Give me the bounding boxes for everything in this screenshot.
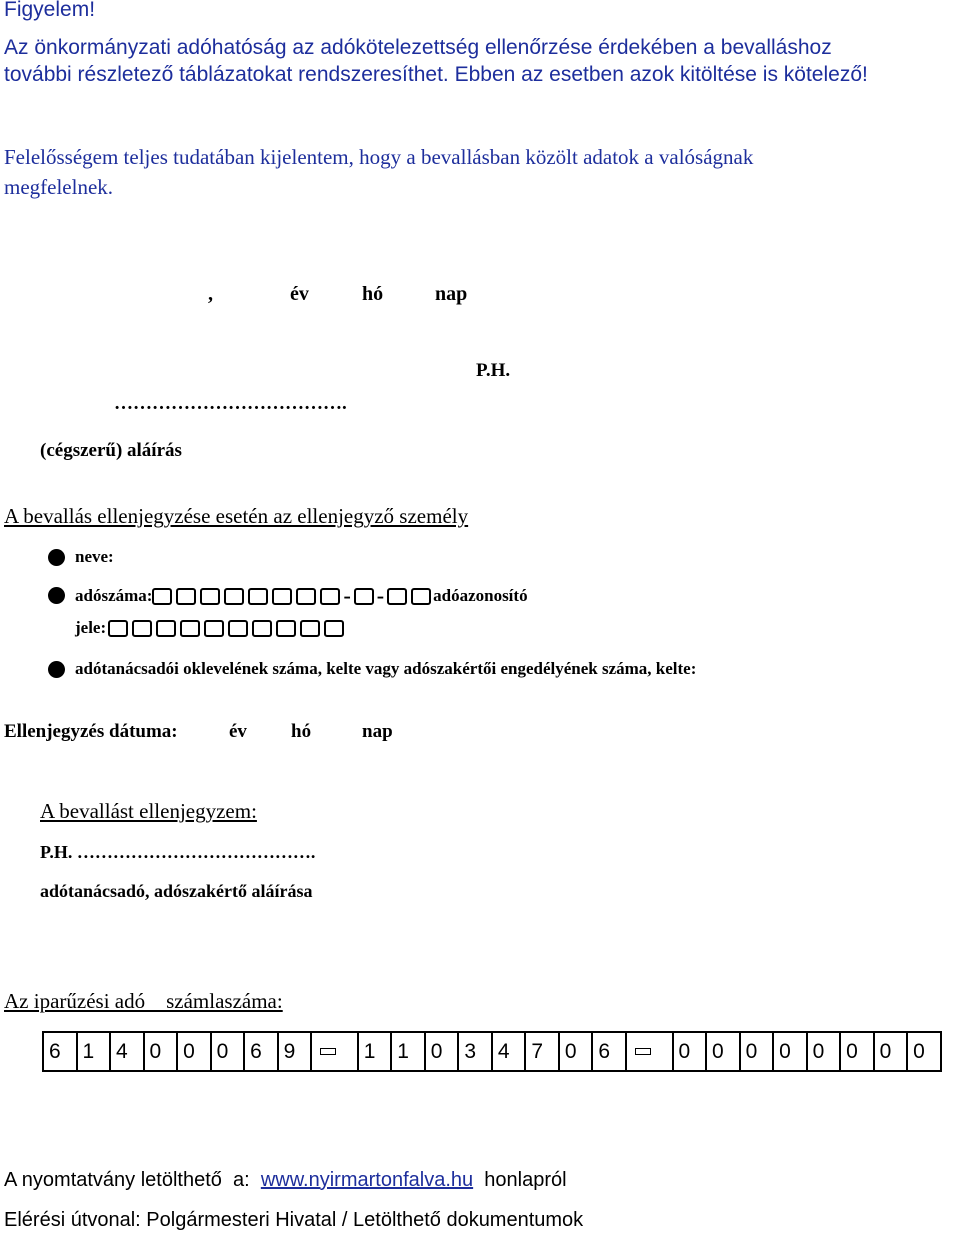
tax-id-row — [75, 618, 344, 638]
website-link[interactable]: www.nyirmartonfalva.hu — [260, 1169, 474, 1191]
digit-box[interactable] — [411, 588, 431, 605]
digit-box[interactable] — [204, 620, 224, 637]
account-digit-cell: 9 — [278, 1032, 312, 1071]
signature-dots: ………………………………. — [114, 393, 347, 414]
tax-number-label: adószáma: — [75, 586, 153, 605]
date-day-label: nap — [435, 283, 468, 305]
tax-id-label-2: jele: — [75, 618, 107, 637]
digit-box[interactable] — [296, 588, 316, 605]
digit-box[interactable] — [354, 588, 374, 605]
dash-icon — [320, 1048, 336, 1055]
account-digit-cell: 3 — [458, 1032, 492, 1071]
account-digit-cell: 0 — [807, 1032, 841, 1071]
account-digit-cell: 1 — [391, 1032, 425, 1071]
bullet-icon — [48, 549, 65, 566]
tax-number-row — [75, 583, 528, 609]
account-digit-cell: 6 — [43, 1032, 77, 1071]
bullet-icon — [48, 661, 65, 678]
separator-dash: - — [376, 583, 385, 608]
warning-line-2: további részletező táblázatokat rendszeresíthet. Ebben az esetben azok kitöltése is kötelező! — [4, 63, 868, 86]
account-digit-cell: 0 — [177, 1032, 211, 1071]
countersign-month-label: hó — [291, 721, 312, 742]
digit-box[interactable] — [300, 620, 320, 637]
download-suffix: honlapról — [484, 1169, 567, 1191]
account-number-table — [42, 1031, 942, 1072]
declaration-line-1: Felelősségem teljes tudatában kijelentem, hogy a bevallásban közölt adatok a valóságnak — [4, 145, 754, 169]
digit-box[interactable] — [276, 620, 296, 637]
countersign-signature-label: adótanácsadó, adószakértő aláírása — [40, 881, 313, 901]
digit-box[interactable] — [176, 588, 196, 605]
signature-label: (cégszerű) aláírás — [40, 440, 182, 461]
digit-box[interactable] — [248, 588, 268, 605]
approve-heading: A bevallást ellenjegyzem: — [40, 799, 257, 823]
account-digit-cell: 7 — [525, 1032, 559, 1071]
date-month-label: hó — [362, 283, 384, 305]
account-digit-cell: 0 — [907, 1032, 941, 1071]
account-digit-cell: 0 — [706, 1032, 740, 1071]
tax-number-boxes[interactable] — [152, 588, 340, 605]
digit-box[interactable] — [252, 620, 272, 637]
account-heading: Az iparűzési adó számlaszáma: — [4, 989, 283, 1013]
account-digit-cell: 1 — [358, 1032, 392, 1071]
date-comma: , — [208, 283, 213, 305]
stamp-label: P.H. — [476, 360, 511, 381]
account-digit-cell: 0 — [673, 1032, 707, 1071]
download-path: Elérési útvonal: Polgármesteri Hivatal / Letölthető dokumentumok — [4, 1209, 584, 1231]
account-digit-cell: 0 — [144, 1032, 178, 1071]
account-digit-cell: 4 — [492, 1032, 526, 1071]
separator-dash: - — [343, 583, 351, 608]
account-digit-cell: 0 — [874, 1032, 908, 1071]
certificate-label: adótanácsadói oklevelének száma, kelte vagy adószakértői engedélyének száma, kelte: — [75, 659, 697, 678]
account-digit-cell: 0 — [773, 1032, 807, 1071]
countersign-year-label: év — [229, 721, 247, 742]
account-digit-cell: 0 — [559, 1032, 593, 1071]
account-separator-cell — [311, 1032, 358, 1071]
digit-box[interactable] — [152, 588, 172, 605]
account-digit-cell: 0 — [211, 1032, 245, 1071]
dash-icon — [635, 1048, 651, 1055]
account-digit-cell: 6 — [592, 1032, 626, 1071]
digit-box[interactable] — [324, 620, 344, 637]
account-digit-cell: 4 — [110, 1032, 144, 1071]
digit-box[interactable] — [200, 588, 220, 605]
tax-id-label: adóazonosító — [433, 586, 528, 605]
account-digit-cell: 6 — [244, 1032, 278, 1071]
digit-box[interactable] — [156, 620, 176, 637]
download-line — [4, 1169, 567, 1192]
digit-box[interactable] — [132, 620, 152, 637]
account-digit-cell: 1 — [77, 1032, 111, 1071]
digit-box[interactable] — [272, 588, 292, 605]
digit-box[interactable] — [320, 588, 340, 605]
account-digit-cell: 0 — [840, 1032, 874, 1071]
name-label: neve: — [75, 547, 114, 566]
tax-id-boxes[interactable] — [108, 620, 344, 637]
warning-title: Figyelem! — [4, 0, 96, 21]
warning-line-1: Az önkormányzati adóhatóság az adókötelezettség ellenőrzése érdekében a bevalláshoz — [4, 36, 832, 59]
countersign-stamp-line: P.H. …………………………………. — [40, 842, 316, 862]
digit-box[interactable] — [108, 620, 128, 637]
digit-box[interactable] — [228, 620, 248, 637]
digit-box[interactable] — [387, 588, 407, 605]
countersign-day-label: nap — [362, 721, 393, 742]
declaration-line-2: megfelelnek. — [4, 175, 114, 199]
date-year-label: év — [290, 283, 309, 305]
bullet-icon — [48, 587, 65, 604]
countersign-heading: A bevallás ellenjegyzése esetén az ellenjegyző személy — [4, 504, 469, 528]
account-digit-cell: 0 — [740, 1032, 774, 1071]
account-separator-cell — [626, 1032, 673, 1071]
download-prefix: A nyomtatvány letölthető a: — [4, 1169, 250, 1191]
digit-box[interactable] — [180, 620, 200, 637]
digit-box[interactable] — [224, 588, 244, 605]
account-digit-cell: 0 — [425, 1032, 459, 1071]
countersign-date-label: Ellenjegyzés dátuma: — [4, 721, 178, 742]
